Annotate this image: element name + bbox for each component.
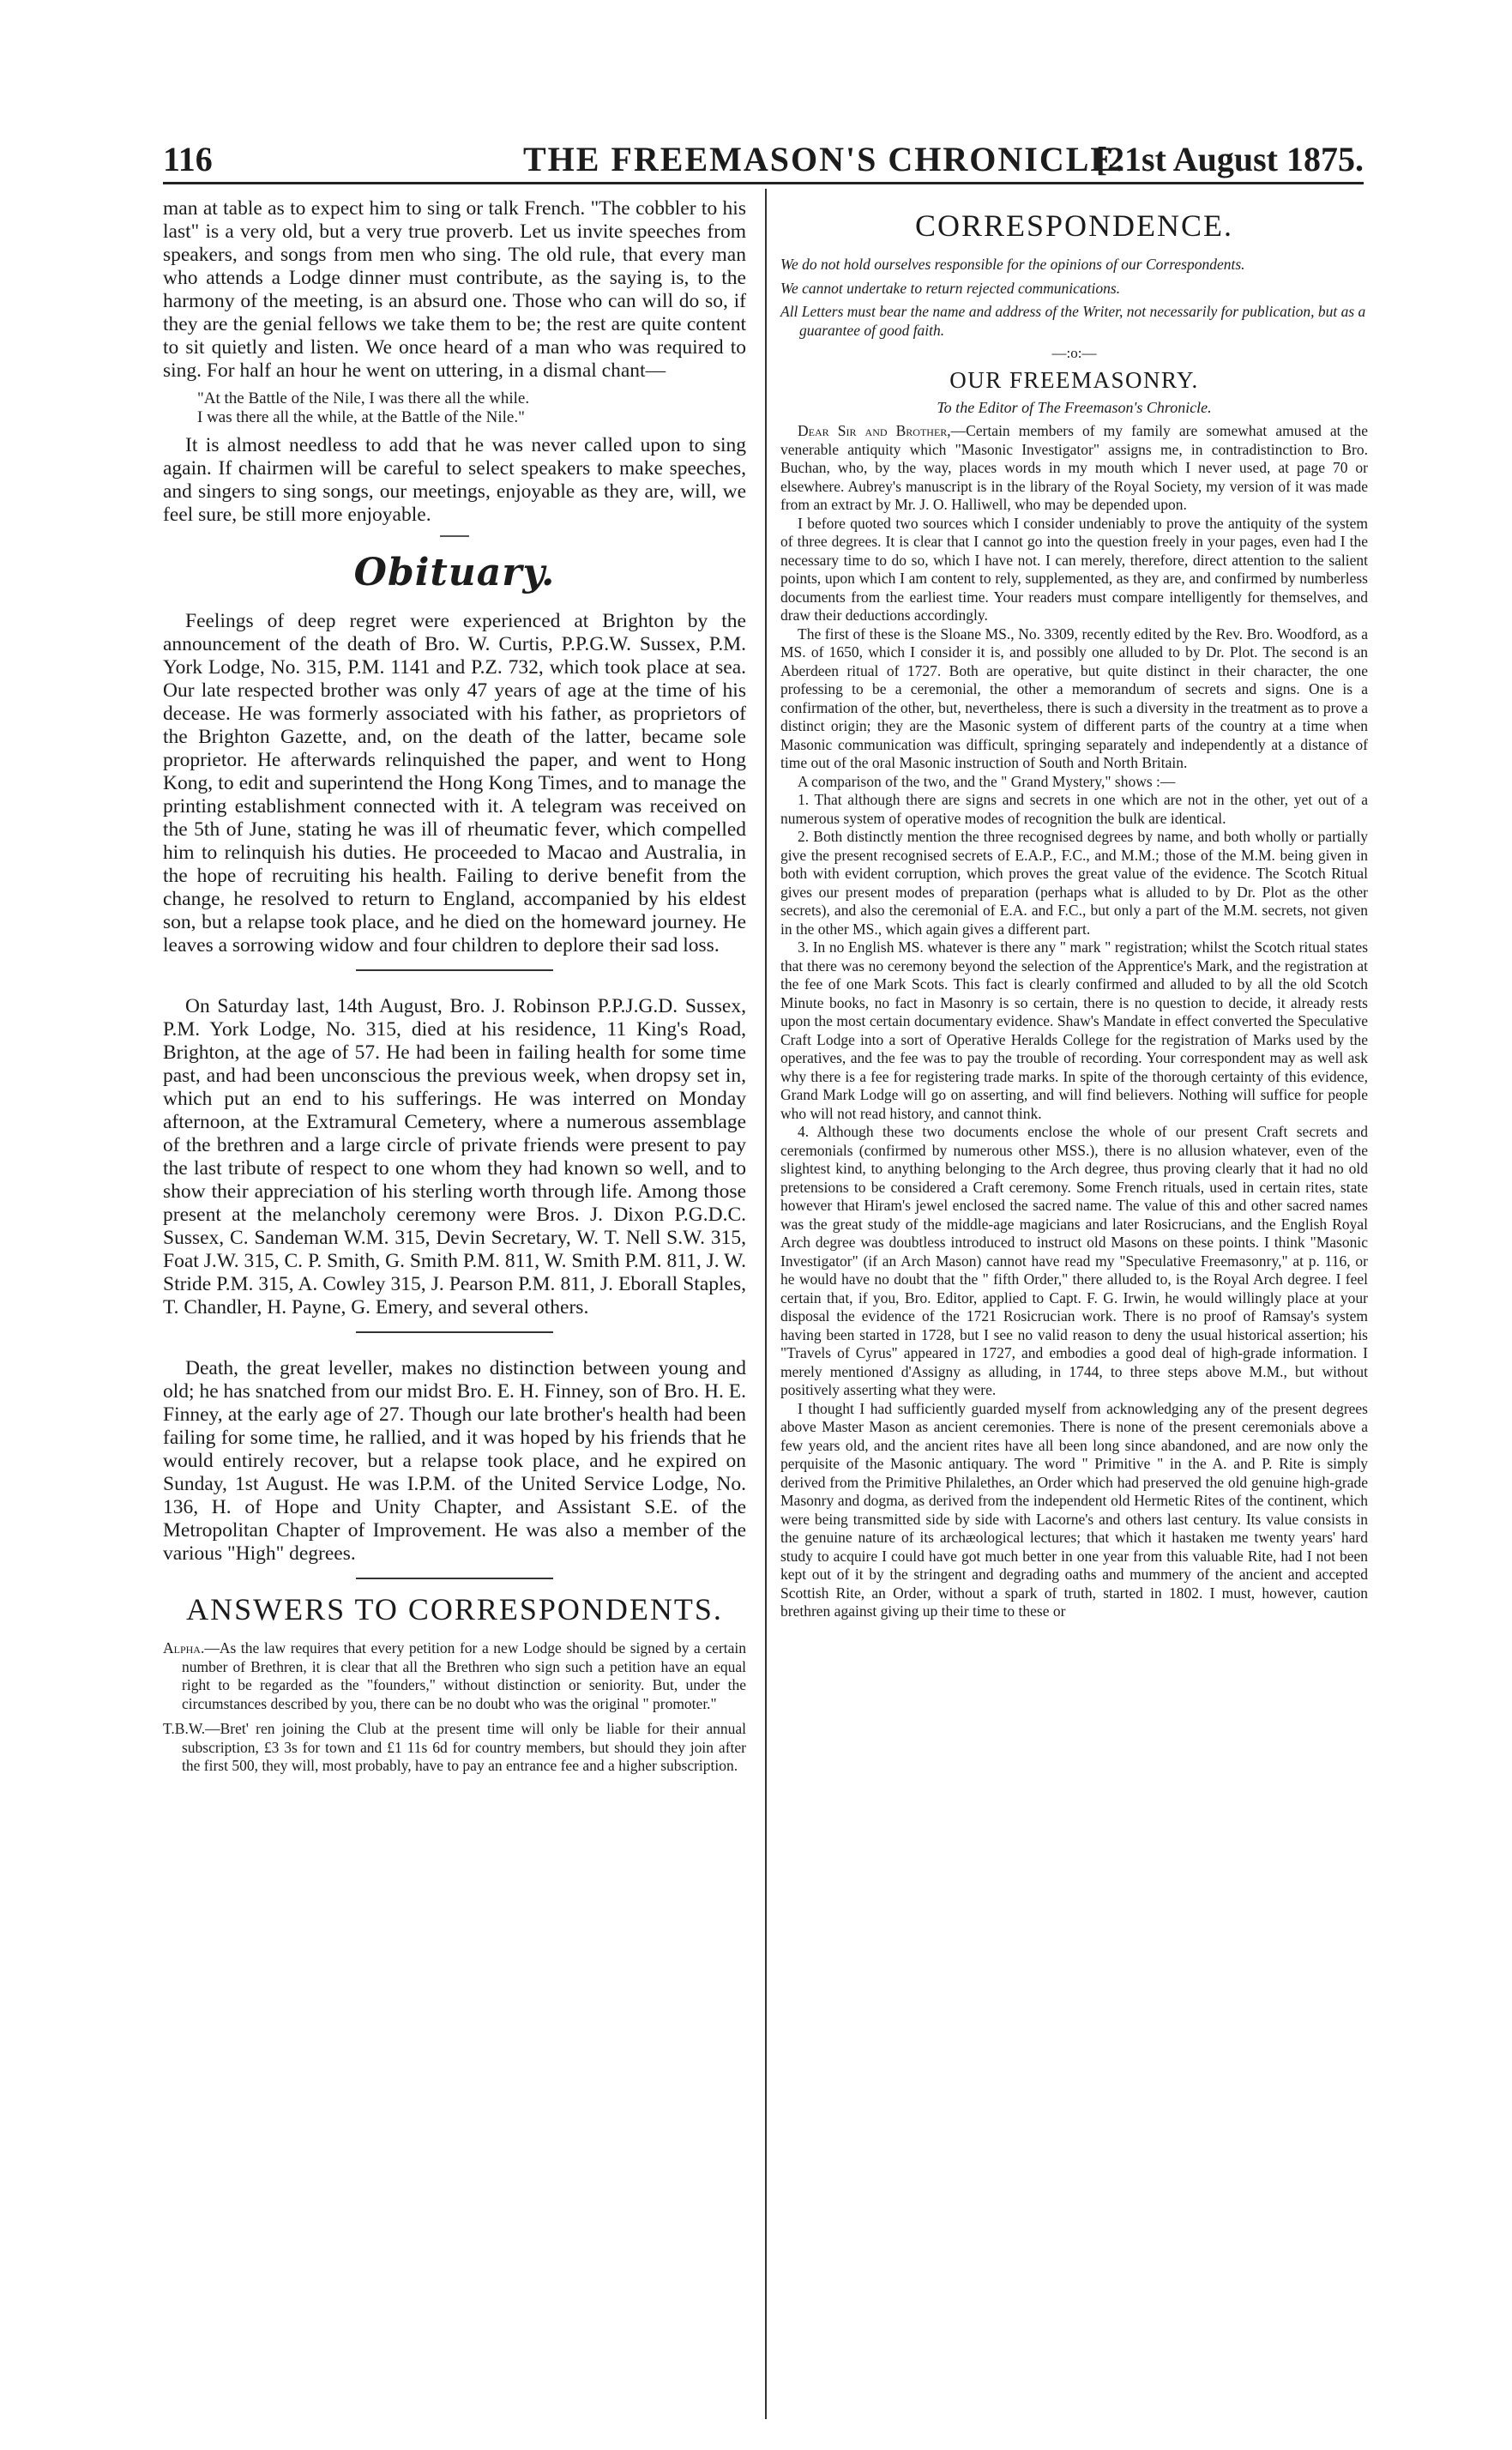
separator (440, 535, 469, 537)
letter-paragraph: 4. Although these two documents enclose the whole of our present Craft secrets and ceremonials (confirmed by numerous other MSS.), there is no allusion whatever, even of the slightest kind, to anything belonging to the Arch degree, thus proving clearly that it had no old pretensions to be considered a Craft ceremony. Some French rituals, used in certain rites, state however that Hiram's jewel enclosed the sacred name. The value of this and other sacred names was the great study of the middle-age magicians and later Rosicrucians, and the English Royal Arch degree was doubtless introduced to instruct old Masons on these points. I think "Masonic Investigator" (if an Arch Mason) cannot have read my "Speculative Freemasonry," at p. 116, or he would have no doubt that the " fifth Order," there alluded to, is the Royal Arch degree. I feel certain that, if you, Bro. Editor, applied to Capt. F. G. Irwin, he would willingly place at your disposal the evidence of the 1721 Rosicrucian work. There is no proof of Ramsay's system having been started in 1728, but I see no valid reason to deny the usual historical assertion; his "Travels of Cyrus" appeared in 1727, and embodies a good deal of high-grade information. I merely mentioned d'Assigny as alluding, in 1744, to three steps above M.M., but without positively asserting what they were. (780, 1123, 1368, 1398)
quoted-chant (197, 389, 746, 427)
right-column (780, 197, 1368, 1621)
letter-paragraph: The first of these is the Sloane MS., No. 3309, recently edited by the Rev. Bro. Woodford, as a MS. of 1650, which I consider it is, and possibly one alluded to by Dr. Plot. The second is an Aberdeen ritual of 1727. Both are operative, but quite distinct in their character, the one professing to be a ceremonial, the other a memorandum of secrets and signs. One is a confirmation of the other, but, nevertheless, there is such a diversity in the treatment as to prove a distinct origin; they are the Masonic system of different parts of the country at a time when Masonic communication was difficult, springing separately and independently at a distance of time out of the oral Masonic instruction of South and North Britain. (780, 625, 1368, 771)
letter-addressee: To the Editor of The Freemason's Chronicle. (937, 399, 1212, 416)
letter-paragraph: I thought I had sufficiently guarded myself from acknowledging any of the present degrees above Master Mason as ancient ceremonies. There is none of the present ceremonials above a few years old, and the ancient rites have all been long since abandoned, and are now only the perquisite of the Masonic antiquary. The word " Primitive " in the A. and P. Rite is simply derived from the Primitive Philalethes, an Order which had preserved the old genuine high-grade Masonry and dogma, as derived from the independent old Hermetic Rites of the continent, which were being transmitted side by side with Lacorne's and others last century. Its value consists in the genuine nature of its archæological lectures; that which it hastaken me twenty years' hard study to acquire I could have got much better in one year from this valuable Rite, had I not been kept out of it by the stringent and degrading oaths and mummery of the ancient and accepted Scottish Rite, an Order, without a spark of truth, started in 1802. I must, however, caution brethren against giving up their time to these or (780, 1399, 1368, 1620)
separator (356, 1578, 553, 1579)
obituary-curtis: Feelings of deep regret were experienced at Brighton by the announcement of the death of Bro. W. Curtis, P.P.G.W. Sussex, P.M. York Lodge, No. 315, P.M. 1141 and P.Z. 732, which took place at sea. Our late respected brother was only 47 years of age at the time of his decease. He was formerly associated with his father, as proprietors of the Brighton Gazette, and, on the death of the latter, became sole proprietor. He afterwards relinquished the paper, and went to Hong Kong, to edit and superintend the Hong Kong Times, and to manage the printing establishment connected with it. A telegram was received on the 5th of June, stating he was ill of rheumatic fever, which compelled him to relinquish his duties. He proceeded to Macao and Australia, in the hope of recruiting his health. Failing to derive benefit from the change, he resolved to return to England, accompanied by his eldest son, but a relapse took place, and he died on the homeward journey. He leaves a sorrowing widow and four children to deplore their sad loss. (163, 610, 746, 956)
editorial-notice: All Letters must bear the name and address of the Writer, not necessarily for publication, but as a guarantee of good faith. (780, 303, 1366, 339)
answer-tbw (163, 1720, 746, 1776)
letter-paragraph: I before quoted two sources which I consider undeniably to prove the antiquity of the system of three degrees. It is clear that I cannot go into the question freely in your pages, even had I the necessary time to do so, which I have not. I can merely, therefore, direct attention to the salient points, upon which I am content to rely, supplemented, as they are, and confirmed by numberless documents from the earliest time. Your readers must compare intelligently for themselves, and draw their deductions accordingly. (780, 514, 1368, 624)
separator: —:o:— (1051, 345, 1097, 361)
header-rule (163, 182, 1364, 184)
correspondence-heading: CORRESPONDENCE. (914, 208, 1234, 243)
letter-paragraph: Dear Sir and Brother,—Certain members of my family are somewhat amused at the venerable antiquity which "Masonic Investigator" assigns me, in contradistinction to Bro. Buchan, who, by the way, places words in my mouth which I never used, at page 70 or elsewhere. Aubrey's manuscript is in the library of the Royal Society, my version of it was made from an extract by Mr. J. O. Halliwell, who may be depended upon. (780, 422, 1368, 513)
separator (356, 1331, 553, 1333)
obituary-finney: Death, the great leveller, makes no distinction between young and old; he has snatched from our midst Bro. E. H. Finney, son of Bro. H. E. Finney, at the early age of 27. Though our late brother's health had been failing for some time, he rallied, and it was hoped by his friends that he would entirely recover, but a relapse took place, and he expired on Sunday, 1st August. He was I.P.M. of the United Service Lodge, No. 136, H. of Hope and Unity Chapter, and Assistant S.E. of the Metropolitan Chapter of Improvement. He was also a member of the various "High" degrees. (163, 1357, 746, 1565)
answer-text: —Bret' ren joining the Club at the present time will only be liable for their annual subscription, £3 3s for town and £1 11s 6d for country members, but should they join after the first 500, they will, most probably, have to pay an entrance fee and a higher subscription. (182, 1720, 746, 1774)
page-header (163, 136, 1364, 184)
letter-paragraph: A comparison of the two, and the " Grand Mystery," shows :— (798, 772, 1176, 790)
answer-alpha (163, 1639, 746, 1713)
answers-heading: ANSWERS TO CORRESPONDENTS. (186, 1592, 723, 1626)
answer-name: Alpha. (163, 1639, 205, 1656)
editorial-notice: We cannot undertake to return rejected communications. (780, 279, 1121, 297)
issue-date: [21st August 1875. (1095, 140, 1364, 178)
article-continuation: man at table as to expect him to sing or talk French. "The cobbler to his last" is a very old, but a very true proverb. Let us invite speeches from speakers, and songs from men who sing. The old rule, that every man who attends a Lodge dinner must contribute, as the saying is, to the harmony of the meeting, is an absurd one. Those who can will do so, if they are the genial fellows we take them to be; the rest are quite content to sit quietly and listen. We once heard of a man who was required to sing. For half an hour he went on uttering, in a dismal chant— (163, 197, 746, 382)
letter-paragraph: 1. That although there are signs and secrets in one which are not in the other, yet out of a numerous system of operative modes of recognition the bulk are identical. (780, 791, 1368, 827)
answer-name: T.B.W. (163, 1720, 206, 1737)
letter-paragraph: 2. Both distinctly mention the three recognised degrees by name, and both wholly or partially give the present recognised secrets of E.A.P., F.C., and M.M.; those of the M.M. being given in both with evident corruption, which proves the great value of the evidence. The Scotch Ritual gives our present modes of preparation (perhaps what is alluded to by Dr. Plot as the other secrets), and also the ceremonial of E.A. and F.C., but only a part of the M.M. secrets, not given in the other MS., which again gives a different part. (780, 828, 1368, 938)
page-number: 116 (163, 140, 213, 178)
separator (356, 969, 553, 971)
chant-line-2: I was there all the while, at the Battle of the Nile." (197, 408, 525, 426)
column-divider (765, 189, 767, 2419)
chant-line-1: "At the Battle of the Nile, I was there all the while. (197, 389, 530, 407)
obituary-heading: Obituary. (353, 551, 556, 594)
editorial-notice: We do not hold ourselves responsible for the opinions of our Correspondents. (780, 256, 1245, 273)
answer-text: —As the law requires that every petition for a new Lodge should be signed by a certain number of Brethren, it is clear that all the Brethren who sign such a petition have an equal right to be regarded as the "founders," without distinction or seniority. But, under the circumstances described by you, there can be no doubt who was the original " promoter." (182, 1639, 746, 1712)
salutation: Dear Sir and Brother, (798, 422, 951, 439)
left-column (163, 197, 746, 1783)
obituary-robinson: On Saturday last, 14th August, Bro. J. Robinson P.P.J.G.D. Sussex, P.M. York Lodge, No. 315, died at his residence, 11 King's Road, Brighton, at the age of 57. He had been in failing health for some time past, and had been unconscious the previous week, when dropsy set in, which put an end to his sufferings. He was interred on Monday afternoon, at the Extramural Cemetery, where a numerous assemblage of the brethren and a large circle of private friends were present to pay the last tribute of respect to one whom they had known so well, and to show their appreciation of his sterling worth through life. Among those present at the melancholy ceremony were Bros. J. Dixon P.G.D.C. Sussex, C. Sandeman W.M. 315, Devin Secretary, W. T. Nell S.W. 315, Foat J.W. 315, C. P. Smith, G. Smith P.M. 811, W. Smith P.M. 811, J. W. Stride P.M. 315, A. Cowley 315, J. Pearson P.M. 811, J. Eborall Staples, T. Chandler, H. Payne, G. Emery, and several others. (163, 995, 746, 1319)
letter-paragraph: 3. In no English MS. whatever is there any " mark " registration; whilst the Scotch ritual states that there was no ceremony beyond the selection of the Apprentice's Mark, and the registration at the fee of one Mark Scots. This fact is clearly confirmed and alluded to by all the old Scotch Minute books, no fact in Masonry is so certain, there is no question to decide, it already rests upon the most certain documentary evidence. Shaw's Mandate in effect converted the Speculative Craft Lodge into a sort of Operative Heralds College for the registration of Marks used by the operatives, and the fee was to pay the trouble of recording. Your correspondent may as well ask why there is a fee for registering trade marks. In spite of the thorough certainty of this evidence, Grand Mark Lodge will go on asserting, and will find believers. Nothing will suffice for people who will not read history, and cannot think. (780, 938, 1368, 1122)
article-conclusion: It is almost needless to add that he was never called upon to sing again. If chairmen will be careful to select speakers to make speeches, and singers to sing songs, our meetings, enjoyable as they are, will, we feel sure, be still more enjoyable. (163, 434, 746, 526)
publication-title: THE FREEMASON'S CHRONICLE. (523, 140, 1126, 178)
letter-title: OUR FREEMASONRY. (949, 367, 1199, 393)
